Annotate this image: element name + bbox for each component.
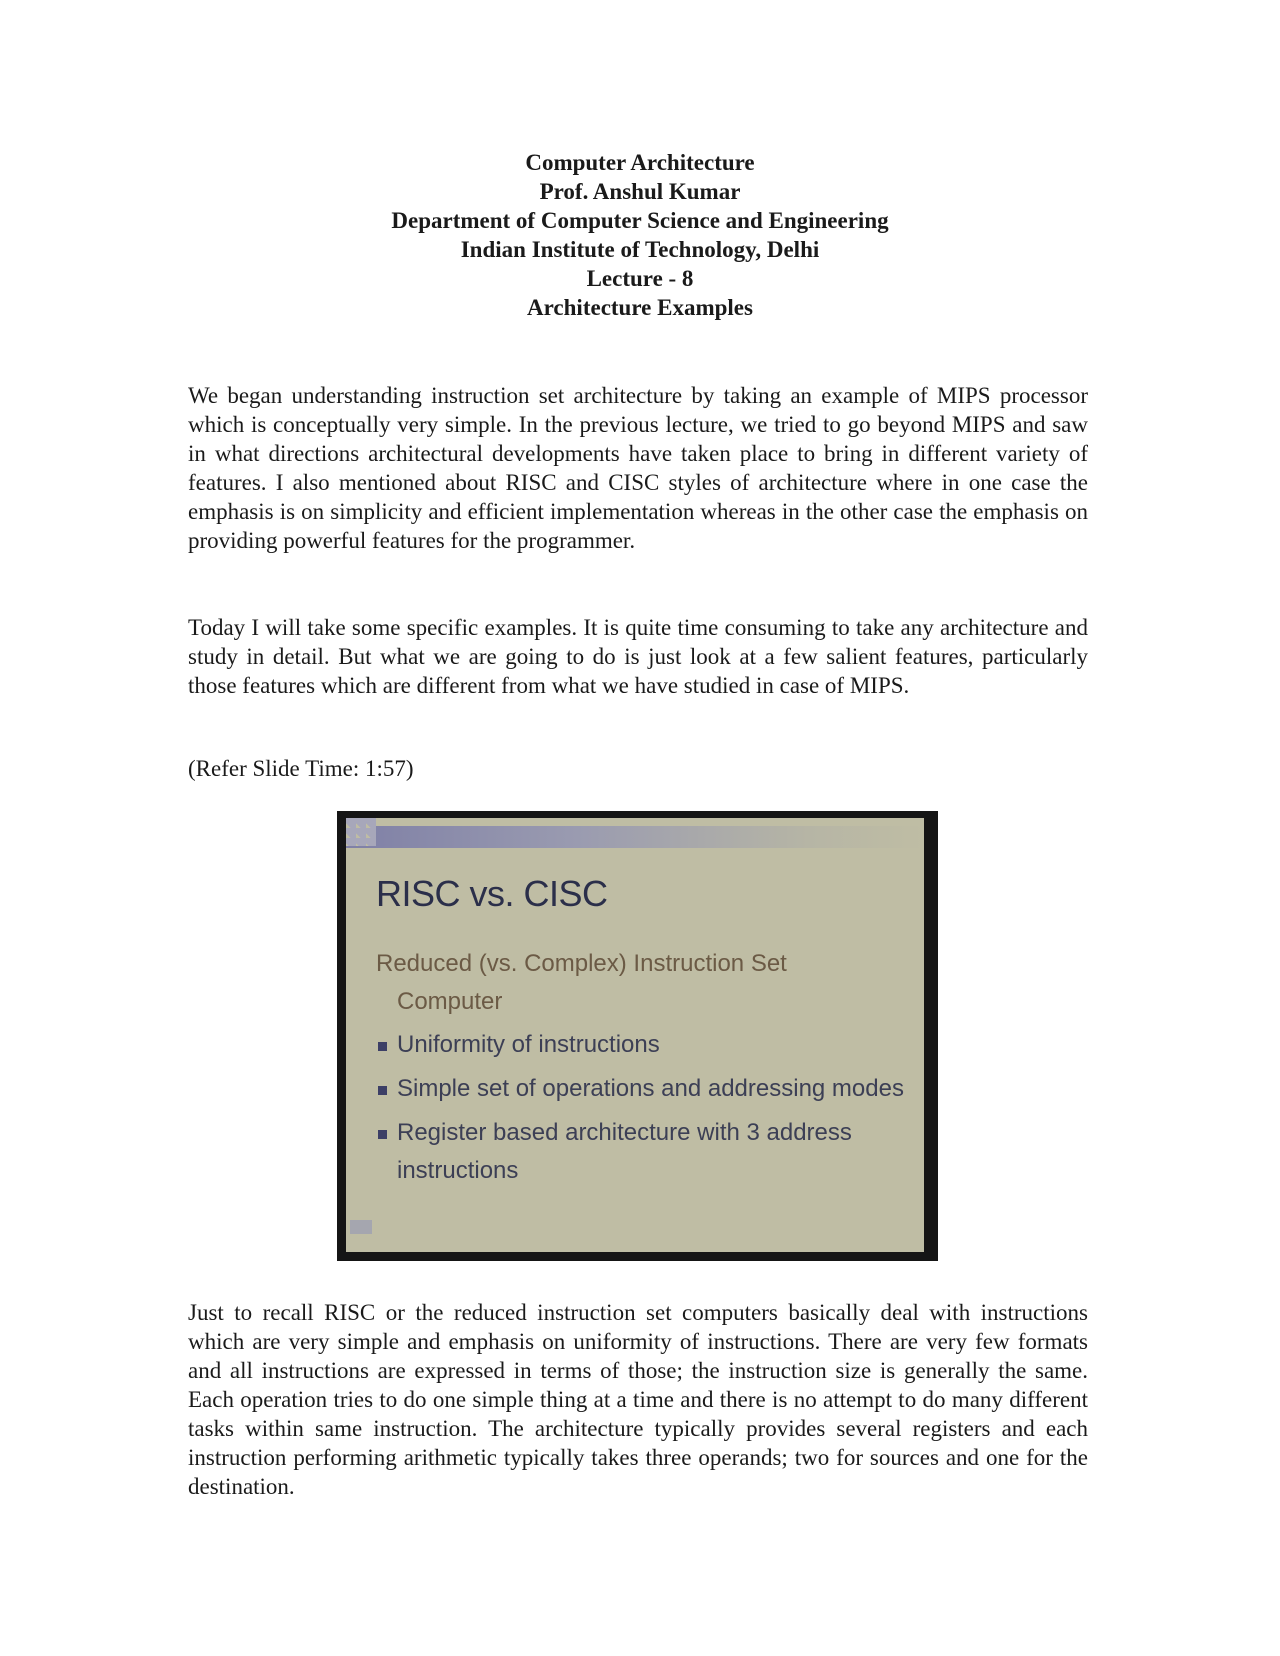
slide-image-frame [337,811,938,1261]
intro-paragraph: We began understanding instruction set architecture by taking an example of MIPS processor which is conceptually very simple. In the previous lecture, we tried to go beyond MIPS and saw in what directions architectural developments have taken place to bring in different variety of features. I also mentioned about RISC and CISC styles of architecture where in one case the emphasis is on simplicity and efficient implementation whereas in the other case the emphasis on providing powerful features for the programmer. [188,383,1088,553]
professor-name: Prof. Anshul Kumar [539,179,741,204]
slide-corner-decoration [346,818,376,846]
slide-bullet [376,1114,916,1190]
slide-bullet-text: Simple set of operations and addressing modes [397,1075,904,1102]
slide-time-reference: (Refer Slide Time: 1:57) [188,756,414,781]
department-name: Department of Computer Science and Engineering [391,208,889,233]
slide-bullet [376,1026,916,1064]
slide-bullet-list [376,1026,916,1196]
square-bullet-icon [378,1130,387,1139]
square-bullet-icon [378,1086,387,1095]
slide-footer-decoration [350,1220,372,1234]
slide-subtitle-line-2: Computer [397,988,503,1015]
slide-subtitle [376,945,896,1021]
slide-subtitle-line-1: Reduced (vs. Complex) Instruction Set [376,950,787,977]
institute-name: Indian Institute of Technology, Delhi [460,237,820,262]
lecture-topic: Architecture Examples [527,295,753,320]
slide-bullet-text: Uniformity of instructions [397,1031,660,1058]
square-bullet-icon [378,1042,387,1051]
slide-bullet-text: Register based architecture with 3 address instructions [397,1119,852,1184]
course-title: Computer Architecture [525,150,755,175]
risc-recall-paragraph: Just to recall RISC or the reduced instruction set computers basically deal with instructions which are very simple and emphasis on uniformity of instructions. There are very few formats and all instructions are expressed in terms of those; the instruction size is generally the same. Each operation tries to do one simple thing at a time and there is no attempt to do many different tasks within same instruction. The architecture typically provides several registers and each instruction performing arithmetic typically takes three operands; two for sources and one for the destination. [188,1300,1088,1499]
slide-bullet [376,1070,916,1108]
slide-title: RISC vs. CISC [376,873,608,914]
slide-image [346,818,924,1252]
document-header [0,148,1280,322]
today-paragraph: Today I will take some specific examples. It is quite time consuming to take any architecture and study in detail. But what we are going to do is just look at a few salient features, particularly those features which are different from what we have studied in case of MIPS. [188,615,1088,698]
slide-title-bar [346,826,924,848]
lecture-number: Lecture - 8 [586,266,694,291]
